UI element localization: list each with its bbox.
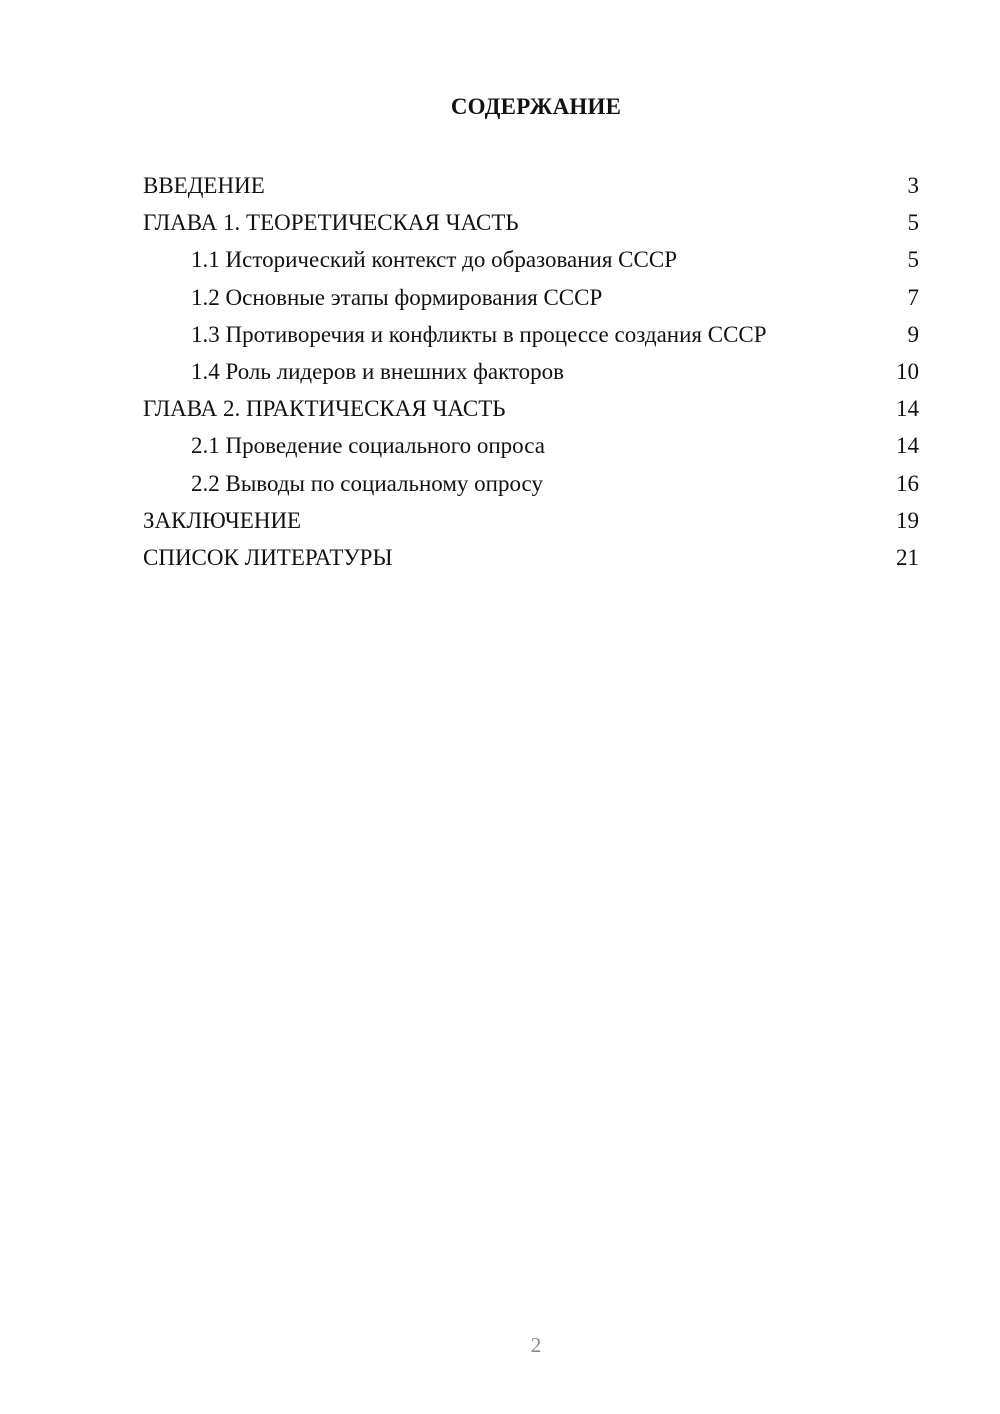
toc-entry-page: 3 [907, 173, 919, 198]
toc-entry-section-1-3[interactable] [143, 316, 919, 353]
toc-entry-text: ГЛАВА 2. ПРАКТИЧЕСКАЯ ЧАСТЬ [143, 396, 506, 422]
toc-entry-text: 1.2 Основные этапы формирования СССР [191, 284, 603, 310]
toc-entry-section-1-4[interactable] [143, 353, 919, 390]
toc-entry-page: 5 [907, 247, 919, 273]
toc-entry-text: 1.3 Противоречия и конфликты в процессе создания СССР [191, 321, 767, 347]
toc-entry-text: 2.2 Выводы по социальному опросу [191, 470, 543, 496]
toc-entry-text: ВВЕДЕНИЕ [143, 173, 265, 198]
toc-entry-section-2-2[interactable] [143, 465, 919, 502]
toc-entry-page: 14 [896, 433, 919, 459]
toc-entry-page: 10 [896, 358, 919, 384]
toc-entry-text: 1.4 Роль лидеров и внешних факторов [191, 358, 565, 384]
toc-entry-bibliography[interactable] [143, 539, 919, 576]
toc-entry-introduction[interactable] [143, 167, 919, 204]
toc-entry-text: 1.1 Исторический контекст до образования СССР [191, 247, 677, 273]
toc-entry-text: 2.1 Проведение социального опроса [191, 433, 545, 459]
toc-entry-page: 19 [896, 507, 919, 533]
toc-entry-section-1-2[interactable] [143, 279, 919, 316]
toc-entry-section-2-1[interactable] [143, 427, 919, 464]
toc-entry-chapter-1[interactable] [143, 204, 919, 241]
toc-title: СОДЕРЖАНИЕ [450, 94, 622, 119]
toc-entry-text: СПИСОК ЛИТЕРАТУРЫ [143, 544, 393, 570]
toc-entry-page: 14 [896, 396, 919, 422]
page-number: 2 [530, 1333, 542, 1357]
toc-entry-section-1-1[interactable] [143, 241, 919, 278]
toc-entry-text: ГЛАВА 1. ТЕОРЕТИЧЕСКАЯ ЧАСТЬ [143, 210, 519, 236]
toc-entry-page: 9 [907, 321, 919, 347]
toc-entry-text: ЗАКЛЮЧЕНИЕ [143, 507, 302, 533]
toc-entry-page: 21 [896, 544, 919, 570]
toc-entry-chapter-2[interactable] [143, 390, 919, 427]
table-of-contents [143, 167, 919, 576]
toc-entry-page: 16 [896, 470, 919, 496]
toc-entry-conclusion[interactable] [143, 502, 919, 539]
toc-entry-page: 5 [907, 210, 919, 236]
toc-entry-page: 7 [907, 284, 919, 310]
